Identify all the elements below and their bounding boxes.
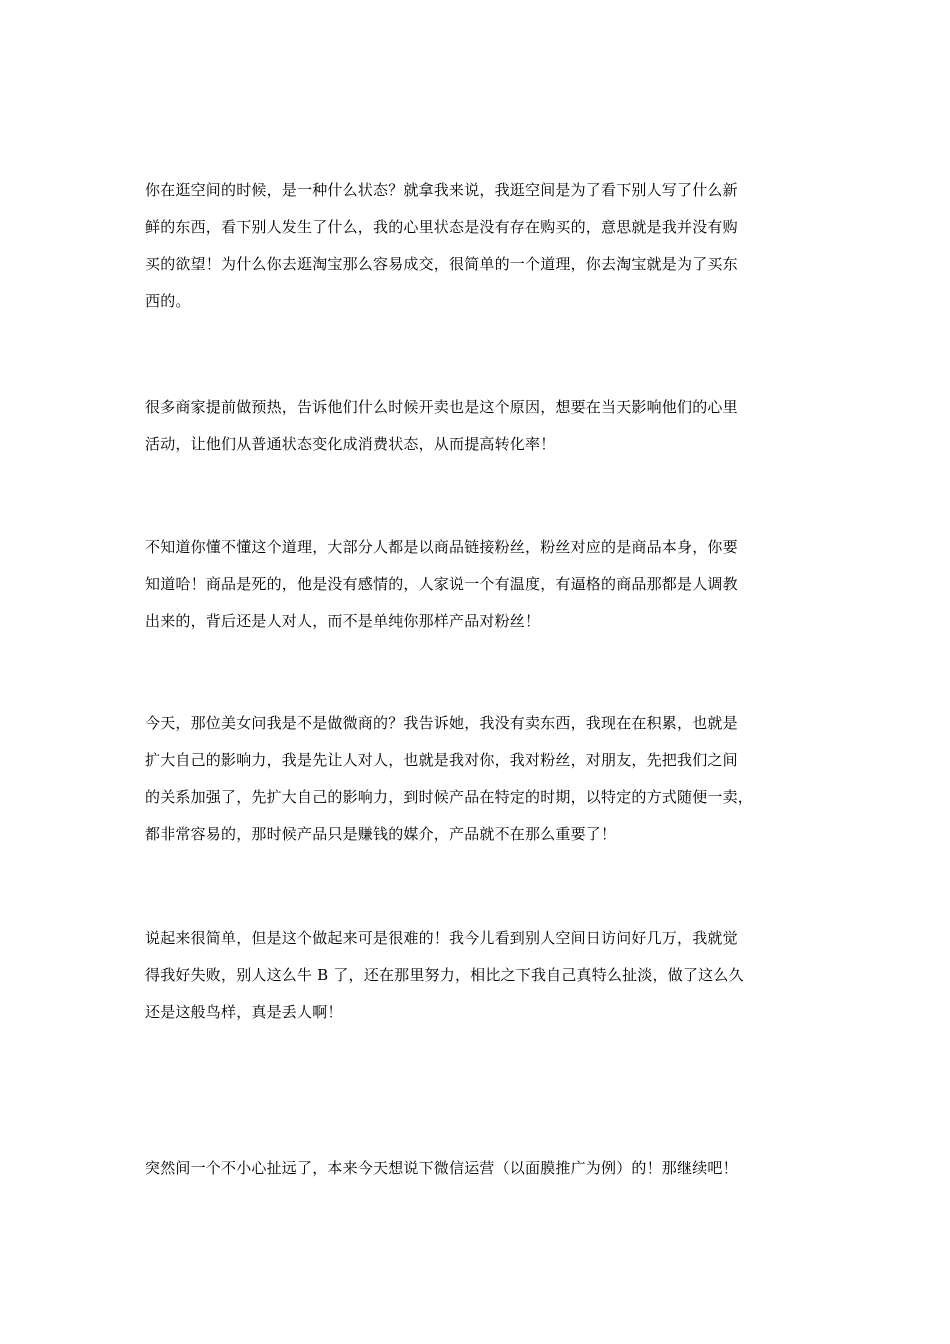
paragraph-6: [145, 1150, 810, 1187]
paragraph-2: [145, 389, 810, 463]
text-line: 扩大自己的影响力，我是先让人对人，也就是我对你，我对粉丝，对朋友，先把我们之间: [145, 751, 738, 769]
text-line: 说起来很简单，但是这个做起来可是很难的！我今儿看到别人空间日访问好几万，我就觉: [145, 929, 738, 947]
text-line: 你在逛空间的时候，是一种什么状态？就拿我来说，我逛空间是为了看下别人写了什么新: [145, 181, 738, 199]
text-line: 西的。: [145, 292, 191, 310]
text-line: 不知道你懂不懂这个道理，大部分人都是以商品链接粉丝，粉丝对应的是商品本身，你要: [145, 538, 738, 556]
text-line: 的关系加强了，先扩大自己的影响力，到时候产品在特定的时期，以特定的方式随便一卖，: [145, 788, 754, 806]
text-line: 鲜的东西，看下别人发生了什么，我的心里状态是没有存在购买的，意思就是我并没有购: [145, 218, 738, 236]
text-line: 活动，让他们从普通状态变化成消费状态，从而提高转化率！: [145, 435, 556, 453]
text-line: 今天，那位美女问我是不是做微商的？我告诉她，我没有卖东西，我现在在积累，也就是: [145, 714, 738, 732]
text-line: 还是这般鸟样，真是丢人啊！: [145, 1003, 343, 1021]
text-line: 都非常容易的，那时候产品只是赚钱的媒介，产品就不在那么重要了！: [145, 825, 617, 843]
text-line: 很多商家提前做预热，告诉他们什么时候开卖也是这个原因，想要在当天影响他们的心里: [145, 398, 738, 416]
text-line: 突然间一个不小心扯远了，本来今天想说下微信运营（以面膜推广为例）的！那继续吧！: [145, 1159, 738, 1177]
paragraph-4: [145, 705, 810, 853]
paragraph-3: [145, 529, 810, 640]
paragraph-1: [145, 172, 810, 320]
paragraph-5: [145, 920, 810, 1031]
text-line: 出来的，背后还是人对人，而不是单纯你那样产品对粉丝！: [145, 612, 541, 630]
text-line: 得我好失败，别人这么牛 B 了，还在那里努力，相比之下我自己真特么扯淡，做了这么久: [145, 966, 744, 984]
text-line: 知道哈！商品是死的，他是没有感情的，人家说一个有温度，有逼格的商品那都是人调教: [145, 575, 738, 593]
text-line: 买的欲望！为什么你去逛淘宝那么容易成交，很简单的一个道理，你去淘宝就是为了买东: [145, 255, 738, 273]
